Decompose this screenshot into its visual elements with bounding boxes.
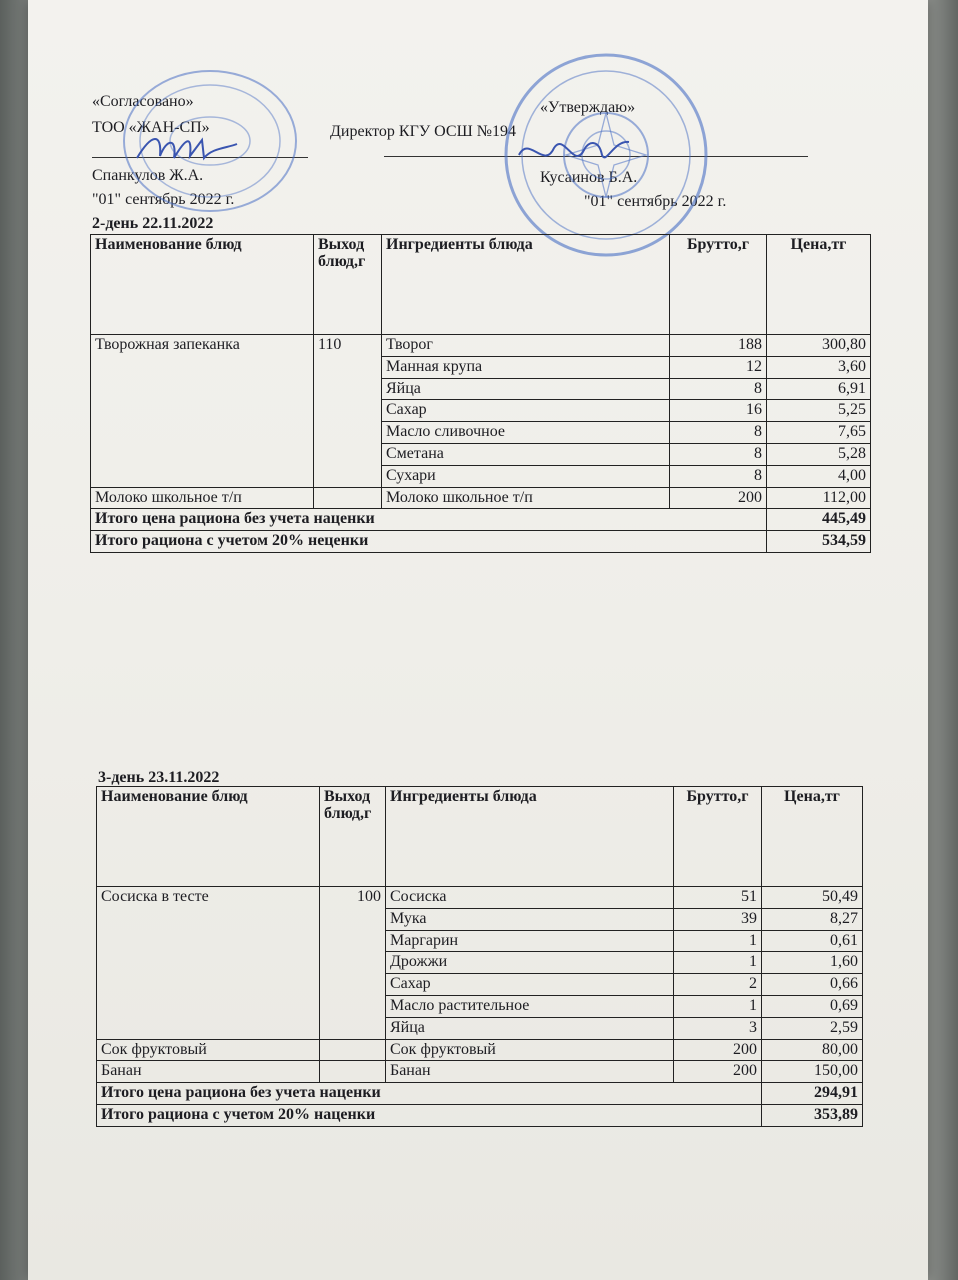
ingredient-price: 6,91 bbox=[767, 378, 871, 400]
ingredient-name: Масло растительное bbox=[386, 995, 674, 1017]
ingredient-price: 7,65 bbox=[767, 422, 871, 444]
ingredient-gross: 12 bbox=[670, 356, 767, 378]
ingredient-gross: 2 bbox=[674, 974, 762, 996]
markup-value: 353,89 bbox=[762, 1104, 863, 1126]
ingredient-price: 0,66 bbox=[762, 974, 863, 996]
table-header-row bbox=[97, 787, 863, 887]
total-row bbox=[91, 509, 871, 531]
ingredient-gross: 8 bbox=[670, 465, 767, 487]
dish-name: Банан bbox=[97, 1061, 320, 1083]
col-price: Цена,тг bbox=[762, 787, 863, 887]
ingredient-gross: 8 bbox=[670, 422, 767, 444]
total-label: Итого цена рациона без учета наценки bbox=[97, 1083, 762, 1105]
dish-yield bbox=[320, 1039, 386, 1061]
table-row bbox=[91, 335, 871, 357]
ingredient-name: Творог bbox=[382, 335, 670, 357]
ingredient-name: Сахар bbox=[386, 974, 674, 996]
table-row bbox=[97, 1039, 863, 1061]
col-dish: Наименование блюд bbox=[91, 235, 314, 335]
approve-label: «Утверждаю» bbox=[540, 99, 636, 116]
approve-person: Кусаинов Б.А. bbox=[540, 169, 638, 186]
ingredient-name: Банан bbox=[386, 1061, 674, 1083]
ingredient-gross: 8 bbox=[670, 443, 767, 465]
ingredient-price: 2,59 bbox=[762, 1017, 863, 1039]
ingredient-price: 300,80 bbox=[767, 335, 871, 357]
day3-title: 3-день 23.11.2022 bbox=[98, 769, 220, 786]
dish-name: Молоко школьное т/п bbox=[91, 487, 314, 509]
col-dish: Наименование блюд bbox=[97, 787, 320, 887]
ingredient-price: 3,60 bbox=[767, 356, 871, 378]
ingredient-price: 80,00 bbox=[762, 1039, 863, 1061]
total-value: 445,49 bbox=[767, 509, 871, 531]
ingredient-price: 0,61 bbox=[762, 930, 863, 952]
ingredient-name: Сосиска bbox=[386, 887, 674, 909]
ingredient-price: 0,69 bbox=[762, 995, 863, 1017]
ingredient-price: 8,27 bbox=[762, 908, 863, 930]
col-yield: Выход блюд,г bbox=[314, 235, 382, 335]
ingredient-name: Сок фруктовый bbox=[386, 1039, 674, 1061]
ingredient-name: Сметана bbox=[382, 443, 670, 465]
ingredient-gross: 188 bbox=[670, 335, 767, 357]
day3-menu-table bbox=[96, 786, 863, 1127]
ingredient-price: 4,00 bbox=[767, 465, 871, 487]
col-price: Цена,тг bbox=[767, 235, 871, 335]
document-page bbox=[28, 0, 928, 1280]
approve-date: "01" сентябрь 2022 г. bbox=[584, 193, 727, 210]
ingredient-name: Мука bbox=[386, 908, 674, 930]
table-row bbox=[97, 887, 863, 909]
agreed-person: Спанкулов Ж.А. bbox=[92, 167, 204, 184]
col-ingredients: Ингредиенты блюда bbox=[386, 787, 674, 887]
ingredient-name: Сахар bbox=[382, 400, 670, 422]
ingredient-gross: 16 bbox=[670, 400, 767, 422]
col-yield: Выход блюд,г bbox=[320, 787, 386, 887]
col-gross: Брутто,г bbox=[674, 787, 762, 887]
ingredient-price: 5,25 bbox=[767, 400, 871, 422]
ingredient-gross: 39 bbox=[674, 908, 762, 930]
ingredient-gross: 1 bbox=[674, 995, 762, 1017]
ingredient-gross: 200 bbox=[670, 487, 767, 509]
ingredient-gross: 200 bbox=[674, 1039, 762, 1061]
dish-yield bbox=[320, 1061, 386, 1083]
markup-row bbox=[91, 531, 871, 553]
ingredient-gross: 1 bbox=[674, 930, 762, 952]
markup-label: Итого рациона с учетом 20% наценки bbox=[97, 1104, 762, 1126]
dish-name: Сосиска в тесте bbox=[97, 887, 320, 1040]
dish-yield bbox=[314, 487, 382, 509]
ingredient-price: 150,00 bbox=[762, 1061, 863, 1083]
col-ingredients: Ингредиенты блюда bbox=[382, 235, 670, 335]
agreed-signature bbox=[132, 128, 242, 168]
total-value: 294,91 bbox=[762, 1083, 863, 1105]
total-row bbox=[97, 1083, 863, 1105]
ingredient-price: 112,00 bbox=[767, 487, 871, 509]
ingredient-name: Дрожжи bbox=[386, 952, 674, 974]
agreed-org: ТОО «ЖАН-СП» bbox=[92, 119, 210, 136]
col-gross: Брутто,г bbox=[670, 235, 767, 335]
markup-label: Итого рациона с учетом 20% неценки bbox=[91, 531, 767, 553]
dish-name: Творожная запеканка bbox=[91, 335, 314, 488]
agreed-date: "01" сентябрь 2022 г. bbox=[92, 191, 235, 208]
total-label: Итого цена рациона без учета наценки bbox=[91, 509, 767, 531]
ingredient-gross: 1 bbox=[674, 952, 762, 974]
ingredient-name: Яйца bbox=[386, 1017, 674, 1039]
markup-value: 534,59 bbox=[767, 531, 871, 553]
ingredient-price: 50,49 bbox=[762, 887, 863, 909]
ingredient-name: Сухари bbox=[382, 465, 670, 487]
ingredient-name: Манная крупа bbox=[382, 356, 670, 378]
ingredient-name: Яйца bbox=[382, 378, 670, 400]
table-header-row bbox=[91, 235, 871, 335]
day2-title: 2-день 22.11.2022 bbox=[92, 215, 214, 232]
ingredient-gross: 8 bbox=[670, 378, 767, 400]
ingredient-price: 1,60 bbox=[762, 952, 863, 974]
ingredient-gross: 51 bbox=[674, 887, 762, 909]
markup-row bbox=[97, 1104, 863, 1126]
ingredient-name: Молоко школьное т/п bbox=[382, 487, 670, 509]
ingredient-gross: 3 bbox=[674, 1017, 762, 1039]
ingredient-name: Маргарин bbox=[386, 930, 674, 952]
dish-yield: 100 bbox=[320, 887, 386, 1040]
ingredient-price: 5,28 bbox=[767, 443, 871, 465]
approve-signature bbox=[514, 130, 634, 180]
dish-yield: 110 bbox=[314, 335, 382, 488]
approve-position: Директор КГУ ОСШ №194 bbox=[330, 123, 516, 140]
agreed-label: «Согласовано» bbox=[92, 93, 194, 110]
ingredient-gross: 200 bbox=[674, 1061, 762, 1083]
table-row bbox=[91, 487, 871, 509]
dish-name: Сок фруктовый bbox=[97, 1039, 320, 1061]
day2-menu-table bbox=[90, 234, 871, 553]
ingredient-name: Масло сливочное bbox=[382, 422, 670, 444]
table-row bbox=[97, 1061, 863, 1083]
